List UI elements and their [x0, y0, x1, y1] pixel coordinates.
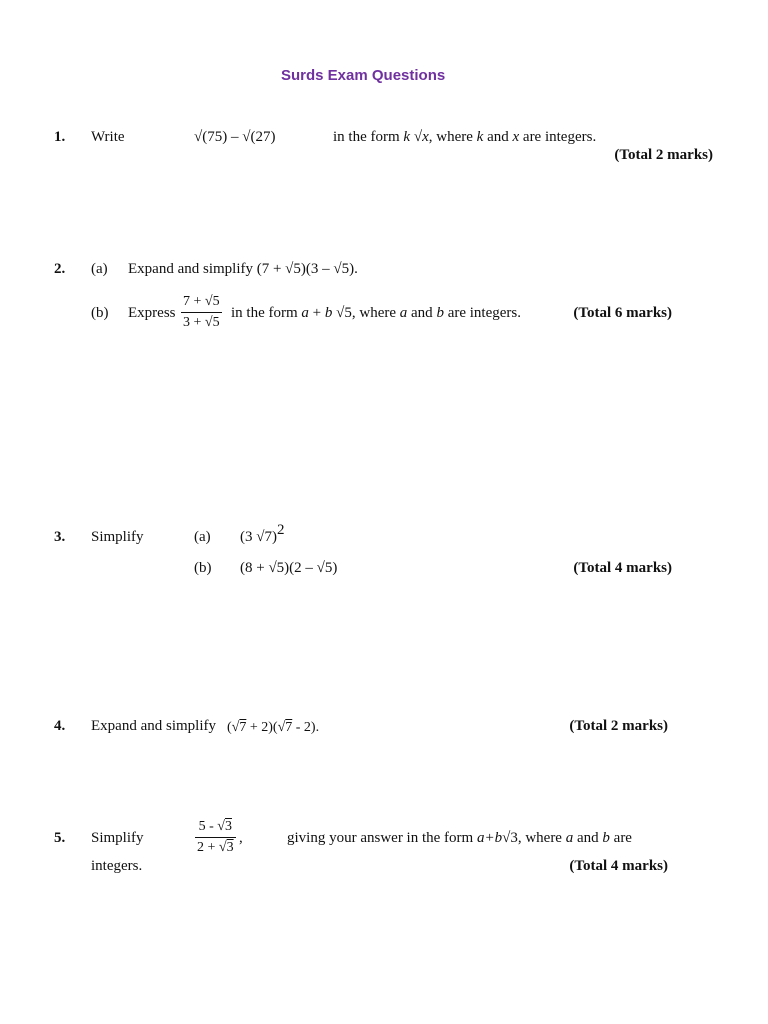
- question-5-number: 5.: [54, 830, 66, 846]
- question-3a-power: 2: [276, 522, 285, 538]
- question-3b-expression: (8 + √5)(2 – √5): [240, 560, 338, 576]
- question-4-marks: (Total 2 marks): [569, 718, 668, 734]
- question-1-instruction: in the form k √x, where k and x are integers.: [333, 129, 597, 145]
- question-2a-text: Expand and simplify (7 + √5)(3 – √5).: [128, 261, 358, 277]
- question-3a-expression: (3 √7)2: [240, 522, 285, 545]
- question-2b-fraction: [181, 295, 222, 330]
- question-2-marks: (Total 6 marks): [573, 305, 672, 321]
- question-5-marks: (Total 4 marks): [569, 858, 668, 874]
- question-3-number: 3.: [54, 529, 66, 545]
- question-2b-numerator: 7 + √5: [183, 294, 220, 309]
- question-4-text: Expand and simplify: [91, 718, 216, 734]
- question-5-instruction: giving your answer in the form a+b√3, where a and b are: [287, 830, 632, 846]
- question-4-number: 4.: [54, 718, 66, 734]
- question-2b-instruction: in the form a + b √5, where a and b are integers.: [231, 305, 521, 321]
- question-1-verb: Write: [91, 129, 125, 145]
- question-3-marks: (Total 4 marks): [573, 560, 672, 576]
- question-3b-label: (b): [194, 560, 212, 576]
- question-2-number: 2.: [54, 261, 66, 277]
- question-5-denominator: 2 + √3: [195, 837, 236, 855]
- question-5-continuation: integers.: [91, 858, 143, 874]
- question-5-comma: ,: [239, 830, 243, 846]
- question-3a-label: (a): [194, 529, 211, 545]
- question-4-expression: (√7 + 2)(√7 - 2).: [227, 720, 320, 735]
- question-2b-verb: Express: [128, 305, 176, 321]
- question-2b-label: (b): [91, 305, 109, 321]
- question-1-number: 1.: [54, 129, 66, 145]
- question-5-verb: Simplify: [91, 830, 144, 846]
- question-1-marks: (Total 2 marks): [614, 147, 713, 163]
- page-title: Surds Exam Questions: [281, 67, 446, 84]
- question-2b-denominator: 3 + √5: [181, 312, 222, 330]
- question-2a-label: (a): [91, 261, 108, 277]
- question-5-numerator: 5 - √3: [198, 819, 232, 834]
- question-1-expression: √(75) – √(27): [194, 129, 276, 145]
- question-3-verb: Simplify: [91, 529, 144, 545]
- question-5-fraction: [195, 820, 236, 855]
